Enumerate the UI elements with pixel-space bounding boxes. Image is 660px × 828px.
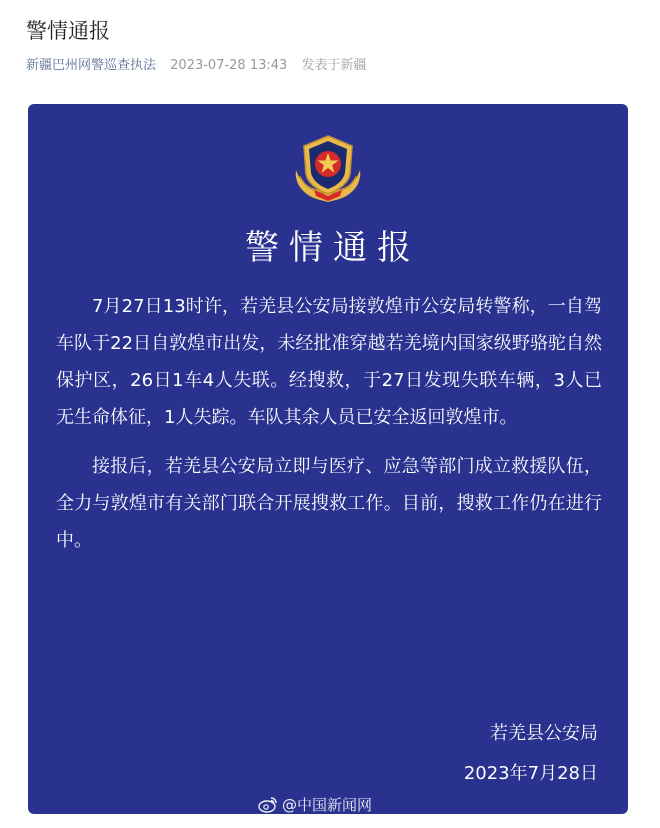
notice-title: 警情通报 [245,228,421,268]
publish-location: 发表于新疆 [301,58,367,73]
notice-body [56,288,602,571]
weibo-icon [258,796,278,813]
notice-paragraph-1: 7月27日13时许，若羌县公安局接敦煌市公安局转警称，一自驾车队于22日自敦煌市出发，未经批准穿越若羌境内国家级野骆驼自然保护区，26日1车4人失联。经搜救，于27日发现失联车辆，3人已无生命体征，1人失踪。车队其余人员已安全返回敦煌市。 [56,296,602,428]
police-notice-image [28,104,628,814]
article-header [26,14,640,76]
watermark [258,794,372,815]
notice-paragraph-2: 接报后，若羌县公安局立即与医疗、应急等部门成立救援队伍，全力与敦煌市有关部门联合开展搜救工作。目前，搜救工作仍在进行中。 [56,456,602,551]
issuer-name: 若羌县公安局 [490,723,598,744]
account-name-link[interactable]: 新疆巴州网警巡查执法 [26,58,157,73]
watermark-text: @中国新闻网 [282,796,373,814]
article-meta [26,56,640,76]
article-title: 警情通报 [26,19,110,43]
notice-signature-block [464,714,598,794]
police-emblem-icon [290,130,366,206]
issue-date: 2023年7月28日 [463,763,598,784]
publish-date: 2023-07-28 13:43 [170,58,288,73]
